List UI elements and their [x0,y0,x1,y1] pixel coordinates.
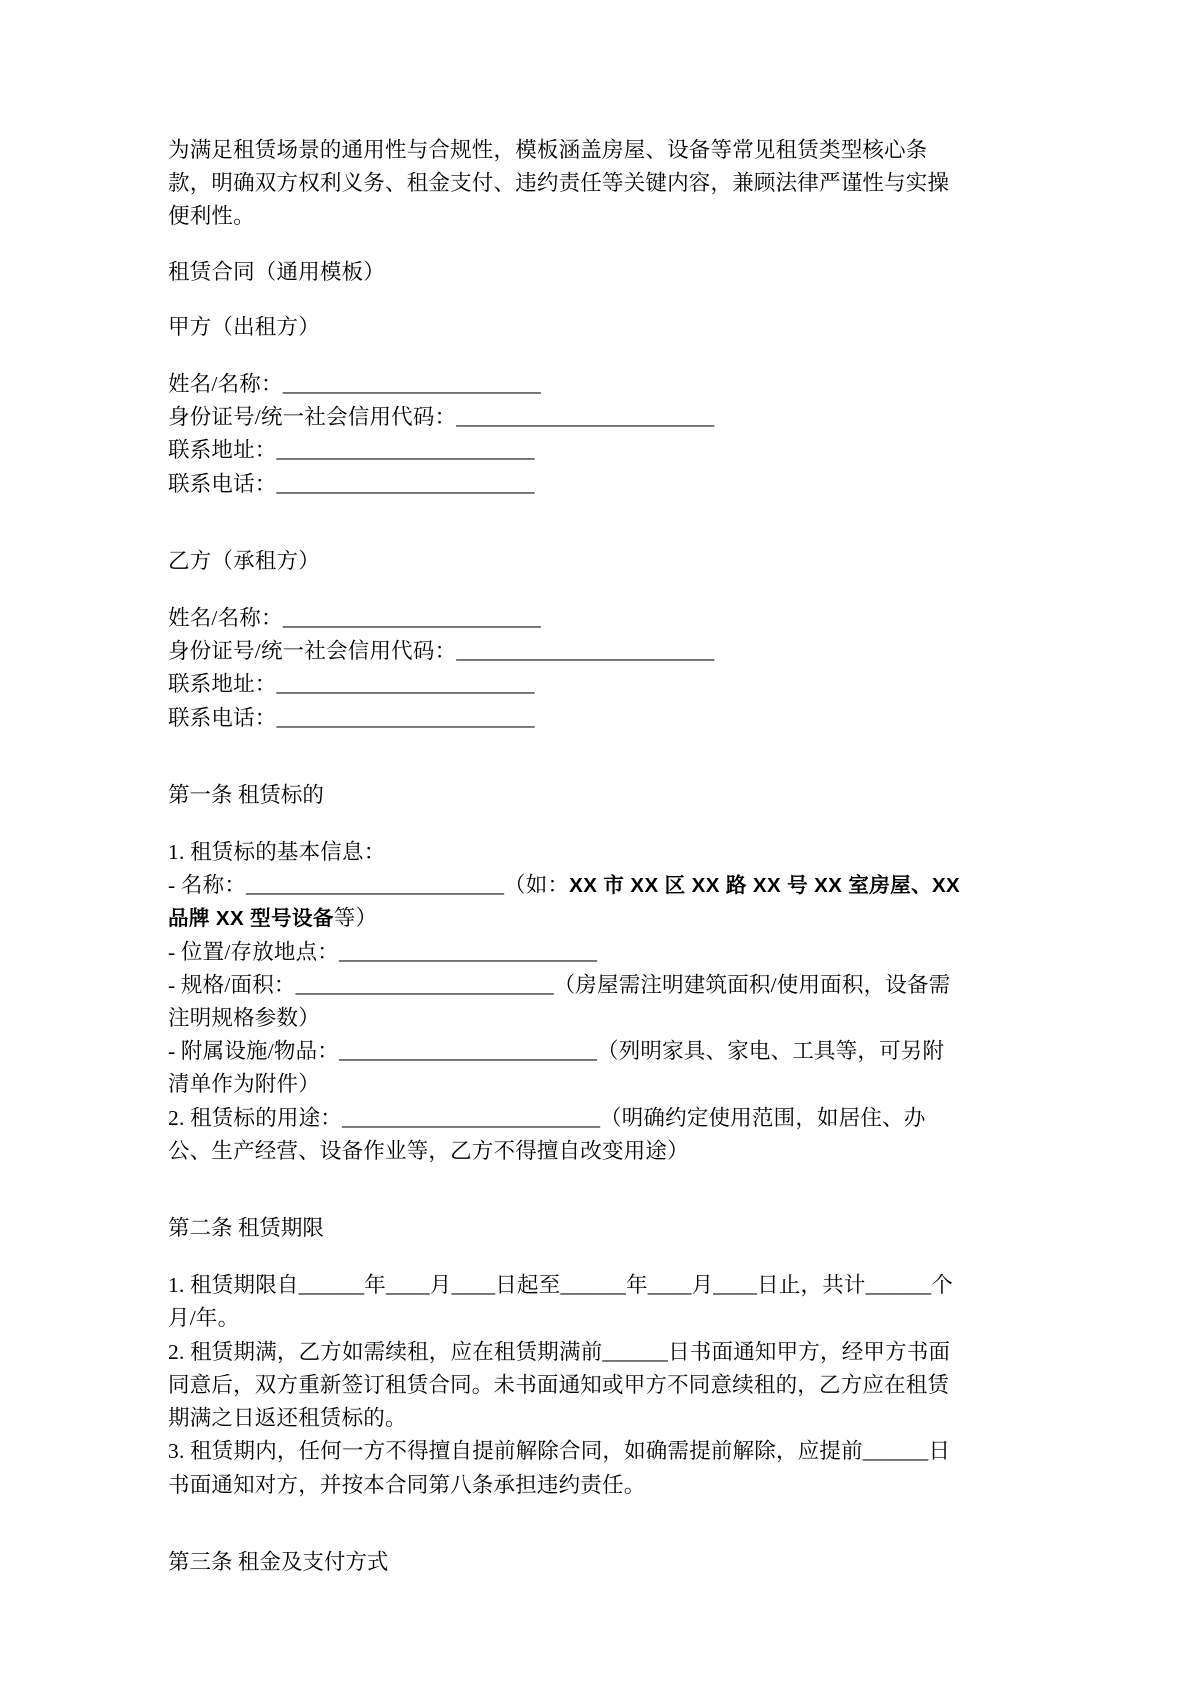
item-label: - 附属设施/物品： [168,1039,340,1064]
article-1-item-name [168,869,963,935]
spacer [168,812,963,836]
field-label: 联系电话： [168,471,277,496]
field-label: 姓名/名称： [168,606,283,631]
field-label: 身份证号/统一社会信用代码： [168,405,457,430]
field-blank[interactable]: ________________________ [276,438,535,463]
field-blank[interactable]: ________________________ [276,672,535,697]
item-note: （房屋需注明建筑面积/使用面积，设备需注明规格参数） [168,972,951,1031]
article-2-clauses [168,1269,963,1501]
party-a-heading: 甲方（出租方） [168,314,320,339]
field-label: 联系地址： [168,672,277,697]
field-blank[interactable]: ________________________ [282,372,541,397]
article-1-item-spec [168,969,963,1035]
item-note: （明确约定使用范围，如居住、办公、生产经营、设备作业等，乙方不得擅自改变用途） [168,1105,926,1163]
spacer [168,1526,963,1546]
party-a-field-address [168,434,963,467]
party-b-field-phone [168,702,963,735]
field-label: 联系电话： [168,705,277,730]
note-open: （如： [504,873,570,898]
article-1-heading: 第一条 租赁标的 [168,782,324,807]
article-1-item-1: 1. 租赁标的基本信息： [168,840,386,865]
field-blank[interactable]: ________________________ [276,471,535,496]
item-blank[interactable]: ________________________ [339,939,598,964]
spacer [168,759,963,779]
spacer [168,578,963,602]
party-b-field-id [168,635,963,668]
note-example: XX 市 XX 区 XX 路 XX 号 XX 室房屋、XX 品牌 XX 型号设备 [168,874,961,931]
field-label: 身份证号/统一社会信用代码： [168,639,457,664]
article-2-clause-2: 2. 租赁期满，乙方如需续租，应在租赁期满前______日书面通知甲方，经甲方书面同意后，双方重新签订租赁合同。未书面通知或甲方不同意续租的，乙方应在租赁期满之日返还租赁标的。 [168,1339,951,1431]
item-blank[interactable]: ________________________ [246,873,505,898]
article-1-item-purpose [168,1102,963,1168]
item-label: 2. 租赁标的用途： [168,1105,343,1130]
item-label: - 位置/存放地点： [168,939,340,964]
spacer [168,735,963,759]
spacer [168,1168,963,1192]
article-1-items [168,836,963,1168]
article-2-clause-3: 3. 租赁期内，任何一方不得擅自提前解除合同，如确需提前解除，应提前______日书面通知对方，并按本合同第八条承担违约责任。 [168,1439,951,1497]
spacer [168,1245,963,1269]
document-title: 租赁合同（通用模板） [168,259,386,284]
party-a-field-name [168,368,963,401]
article-1-item-location [168,936,963,969]
document-body [168,134,963,1579]
spacer [168,344,963,368]
item-label: - 规格/面积： [168,972,296,997]
party-b-fields [168,602,963,735]
spacer [168,525,963,545]
party-a-field-id [168,401,963,434]
field-blank[interactable]: ________________________ [276,705,535,730]
item-blank[interactable]: ________________________ [342,1105,601,1130]
party-b-field-address [168,668,963,701]
spacer [168,501,963,525]
field-label: 联系地址： [168,438,277,463]
party-a-field-phone [168,468,963,501]
article-2-clause-1: 1. 租赁期限自______年____月____日起至______年____月____日止，共计______个月/年。 [168,1273,954,1331]
field-label: 姓名/名称： [168,372,283,397]
field-blank[interactable]: ________________________ [456,405,715,430]
party-a-fields [168,368,963,501]
article-1-item-facilities [168,1035,963,1101]
party-b-field-name [168,602,963,635]
article-2-heading: 第二条 租赁期限 [168,1216,324,1241]
spacer [168,1502,963,1526]
item-note: （列明家具、家电、工具等，可另附清单作为附件） [168,1039,945,1097]
spacer [168,1192,963,1212]
note-close: 等） [333,906,378,931]
article-3-heading: 第三条 租金及支付方式 [168,1549,389,1574]
party-b-heading: 乙方（承租方） [168,548,320,573]
item-blank[interactable]: ________________________ [295,972,554,997]
item-label: - 名称： [168,873,247,898]
item-blank[interactable]: ________________________ [339,1039,598,1064]
field-blank[interactable]: ________________________ [282,606,541,631]
intro-paragraph: 为满足租赁场景的通用性与合规性，模板涵盖房屋、设备等常见租赁类型核心条款，明确双方权利义务、租金支付、违约责任等关键内容，兼顾法律严谨性与实操便利性。 [168,138,950,229]
field-blank[interactable]: ________________________ [456,639,715,664]
